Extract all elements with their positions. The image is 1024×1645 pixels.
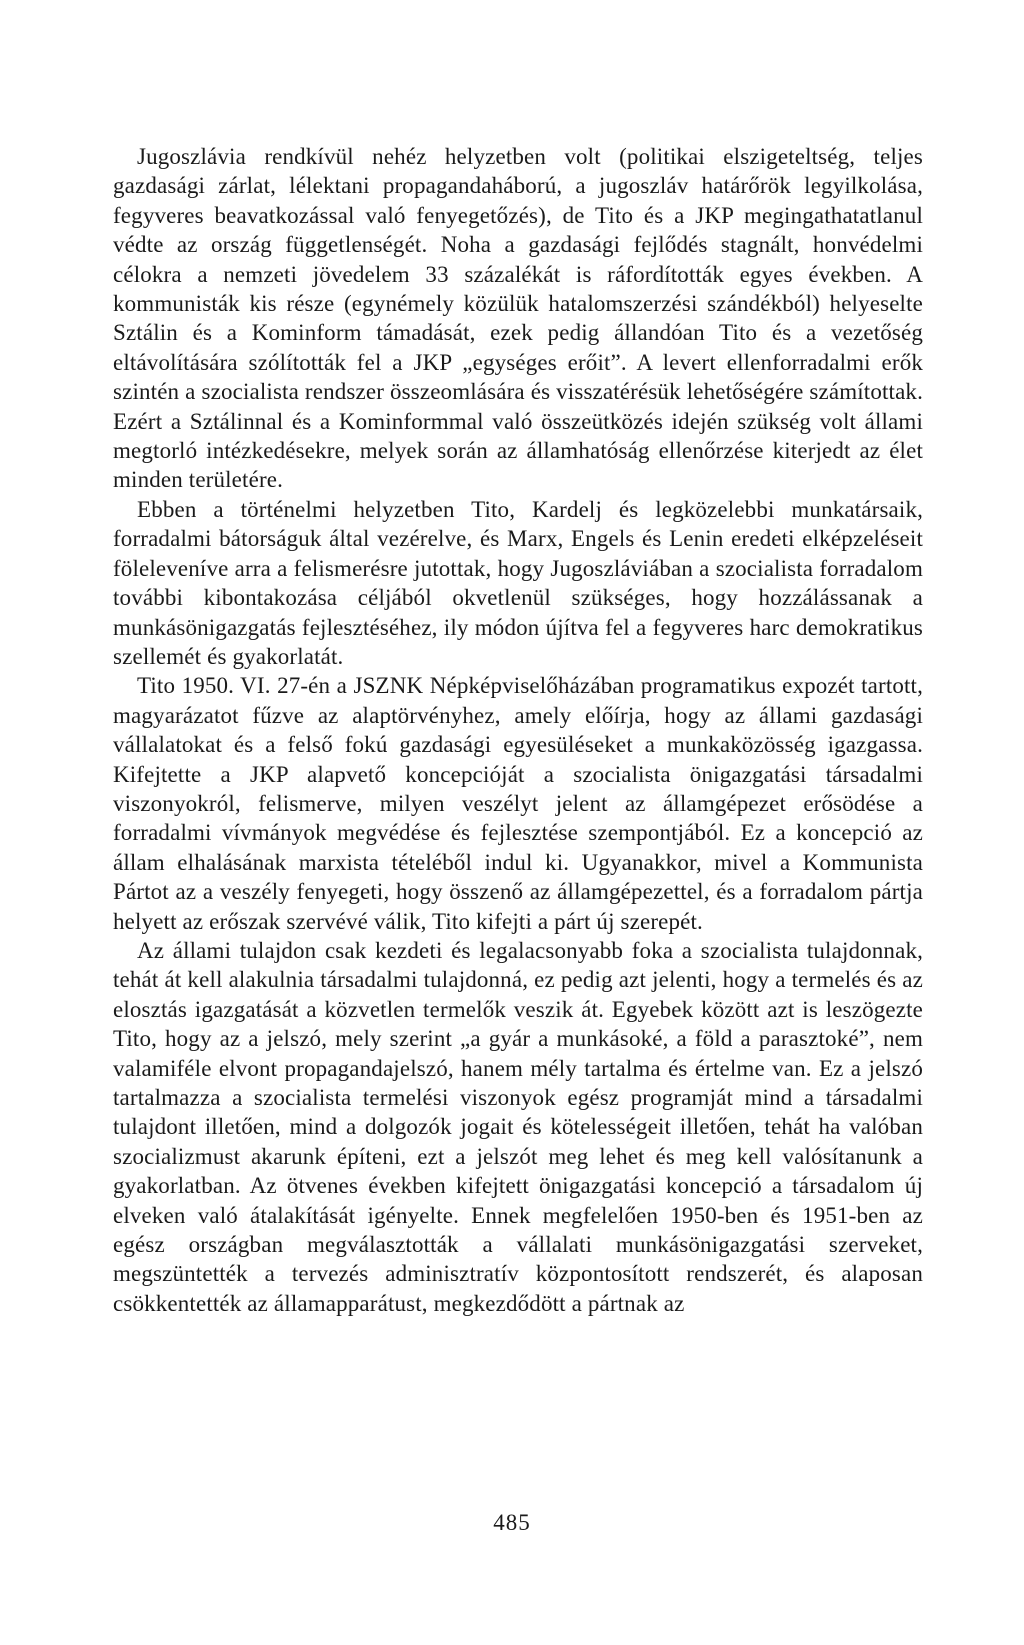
paragraph: Ebben a történelmi helyzetben Tito, Kardelj és legközelebbi munkatársaik, forradalmi bátorságuk által vezérelve, és Marx, Engels és Lenin eredeti elképzeléseit föleleveníve arra a felismerésre jutottak, hogy Jugoszláviában a szocialista forradalom további kibontakozása céljából okvetlenül szükséges, hogy hozzálássanak a munkásönigazgatás fejlesztéséhez, ily módon újítva fel a fegyveres harc demokratikus szellemét és gyakorlatát. [113,496,923,669]
paragraph: Tito 1950. VI. 27-én a JSZNK Népképviselőházában programatikus expozét tartott, magyarázatot fűzve az alaptörvényhez, amely előírja, hogy az állami gazdasági vállalatokat és a felső fokú gazdasági egyesüléseket a munkaközösség igazgassa. Kifejtette a JKP alapvető koncepcióját a szocialista önigazgatási társadalmi viszonyokról, felismerve, milyen veszélyt jelent az államgépezet erősödése a forradalmi vívmányok megvédése és fejlesztése szempontjából. Ez a koncepció az állam elhalásának marxista tételéből indul ki. Ugyanakkor, mivel a Kommunista Pártot az a veszély fenyegeti, hogy összenő az államgépezettel, és a forradalom pártja helyett az erőszak szervévé válik, Tito kifejti a párt új szerepét. [113,673,923,934]
page-number: 485 [493,1510,531,1535]
paragraph: Jugoszlávia rendkívül nehéz helyzetben volt (politikai elszigeteltség, teljes gazdasági zárlat, lélektani propagandaháború, a jugoszláv határőrök legyilkolása, fegyveres beavatkozással való fenyegetőzés), de Tito és a JKP megingathatatlanul védte az ország függetlenségét. Noha a gazdasági fejlődés stagnált, honvédelmi célokra a nemzeti jövedelem 33 százalékát is ráfordították egyes években. A kommunisták kis része (egynémely közülük hatalomszerzési szándékból) helyeselte Sztálin és a Kominform támadását, ezek pedig állandóan Tito és a vezetőség eltávolítására szólították fel a JKP „egységes erőit”. A levert ellenforradalmi erők szintén a szocialista rendszer összeomlására és visszatérésük lehetőségére számítottak. Ezért a Sztálinnal és a Kominformmal való összeütközés idején szükség volt állami megtorló intézkedésekre, melyek során az államhatóság ellenőrzése kiterjedt az élet minden területére. [113,144,923,493]
text-body [113,142,923,1318]
paragraph: Az állami tulajdon csak kezdeti és legalacsonyabb foka a szocialista tulajdonnak, tehát át kell alakulnia társadalmi tulajdonná, ez pedig azt jelenti, hogy a termelés és az elosztás igazgatását a közvetlen termelők veszik át. Egyebek között azt is leszögezte Tito, hogy az a jelszó, mely szerint „a gyár a munkásoké, a föld a parasztoké”, nem valamiféle elvont propagandajelszó, hanem mély tartalma és értelme van. Ez a jelszó tartalmazza a szocialista termelési viszonyok egész programját mind a társadalmi tulajdont illetően, mind a dolgozók jogait és kötelességeit illetően, tehát ha valóban szocializmust akarunk építeni, ezt a jelszót meg lehet és meg kell valósítanunk a gyakorlatban. Az ötvenes években kifejtett önigazgatási koncepció a társadalom új elveken való átalakítását igényelte. Ennek megfelelően 1950-ben és 1951-ben az egész országban megválasztották a vállalati munkásönigazgatási szerveket, megszüntették a tervezés adminisztratív központosított rendszerét, és alaposan csökkentették az államapparátust, megkezdődött a pártnak az [113,937,923,1316]
